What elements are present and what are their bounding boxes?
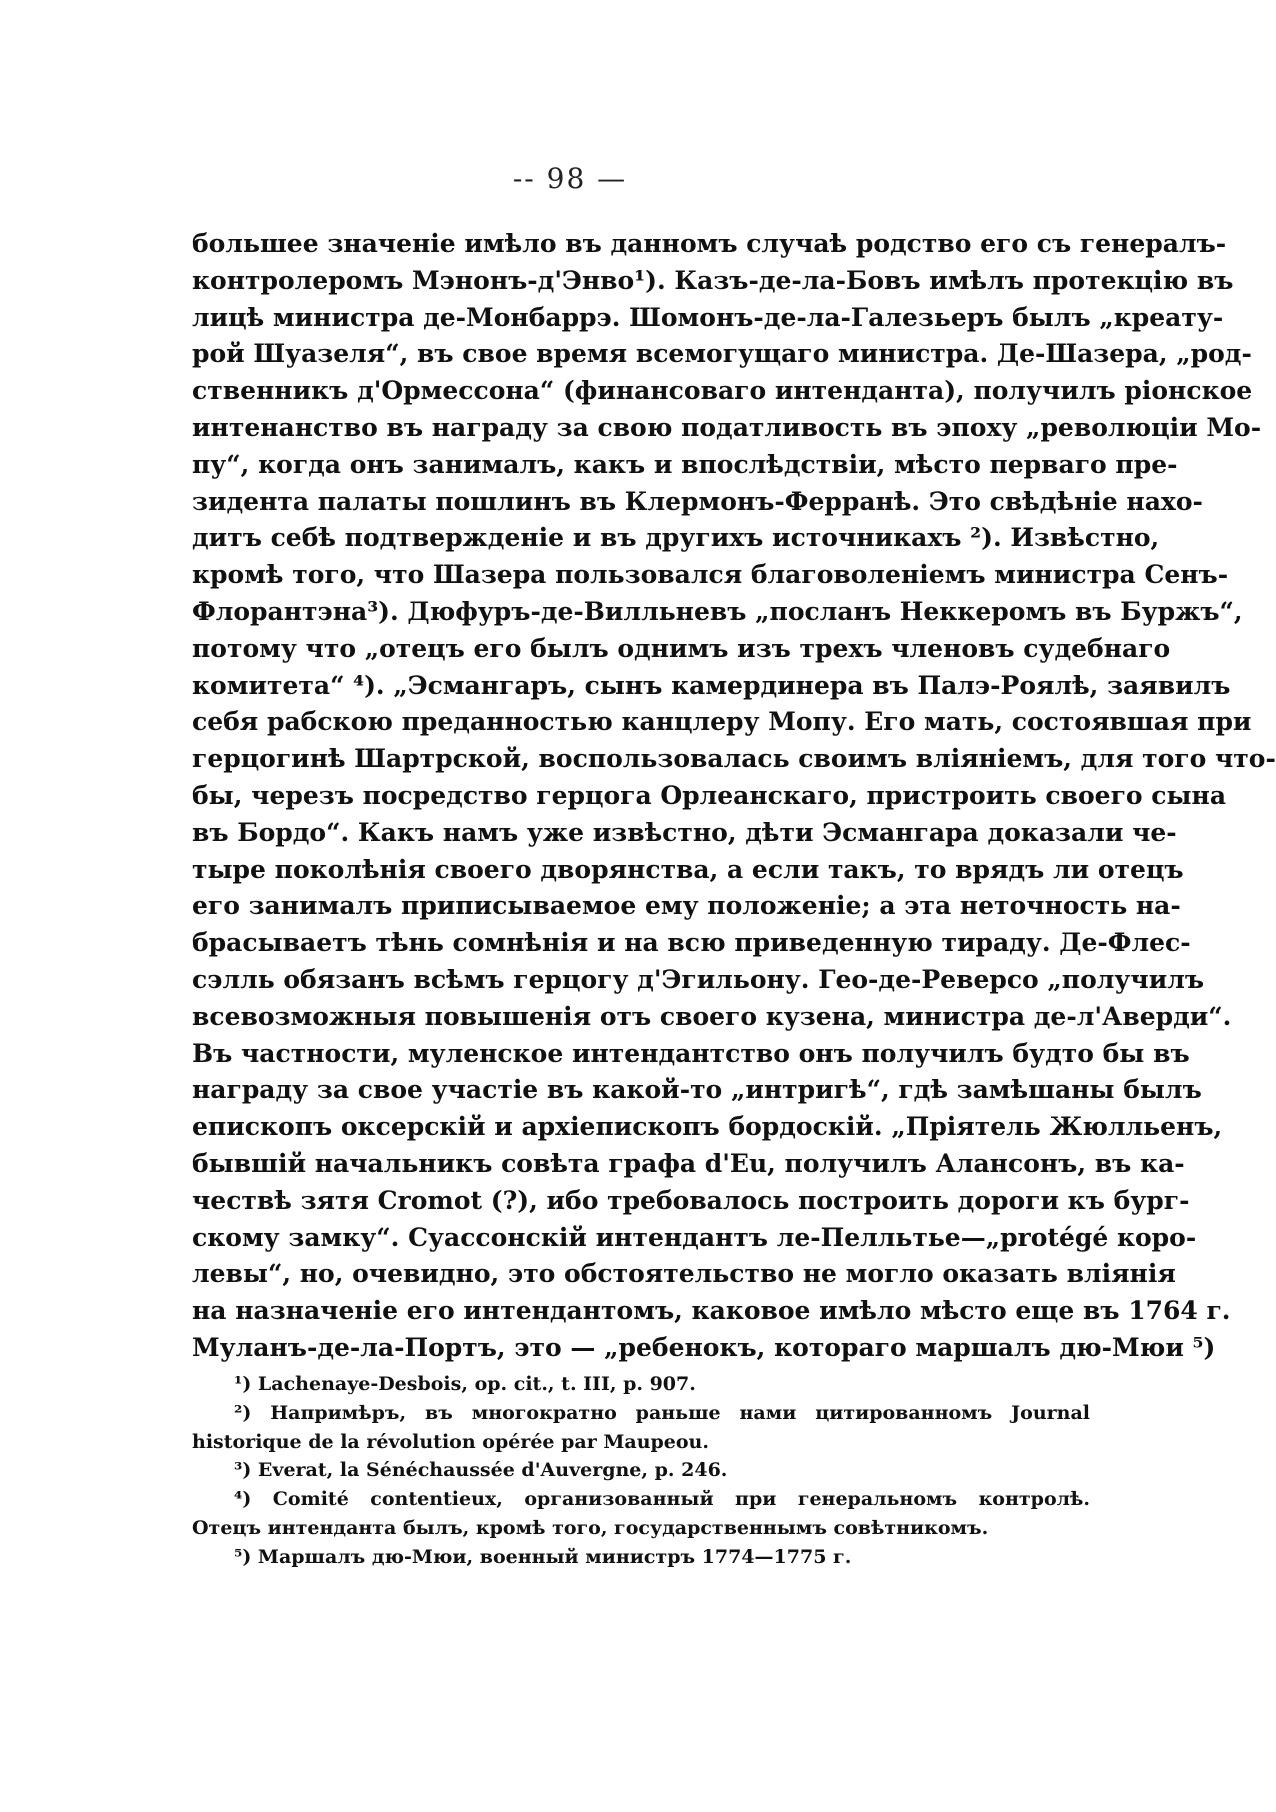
body-line: левы“, но, очевидно, это обстоятельство не могло оказать вліянія: [192, 1259, 1176, 1289]
body-line: тыре поколѣнія своего дворянства, а если такъ, то врядъ ли отецъ: [192, 854, 1184, 884]
body-line: Муланъ-де-ла-Портъ, это — „ребенокъ, котораго маршалъ дю-Мюи ⁵): [192, 1332, 1216, 1362]
footnote-line: historique de la révolution opérée par Maupeou.: [192, 1430, 709, 1453]
footnote-line: Отецъ интенданта былъ, кромѣ того, государственнымъ совѣтникомъ.: [192, 1516, 989, 1539]
page-number: -- 98 —: [512, 162, 628, 195]
footnote-line: ³) Everat, la Sénéchaussée d'Auvergne, p. 246.: [234, 1459, 728, 1482]
body-line: Флорантэна³). Дюфуръ-де-Вилльневъ „посланъ Неккеромъ въ Буржъ“,: [192, 596, 1243, 626]
body-line: бывшій начальникъ совѣта графа d'Eu, получилъ Алансонъ, въ ка-: [192, 1148, 1185, 1178]
footnote-line: ²) Напримѣръ, въ многократно раньше нами цитированномъ Journal: [234, 1401, 1090, 1424]
body-line: себя рабскою преданностью канцлеру Мопу. Его мать, состоявшая при: [192, 707, 1252, 737]
body-line: епископъ оксерскій и архіепископъ бордоскій. „Пріятель Жюлльенъ,: [192, 1112, 1223, 1142]
body-text: [192, 226, 1276, 1367]
footnote-line: ¹) Lachenaye-Desbois, op. cit., t. III, p. 907.: [234, 1373, 696, 1395]
body-line: интенанство въ награду за свою податливость въ эпоху „революціи Мо-: [192, 412, 1262, 442]
body-line: всевозможныя повышенія отъ своего кузена, министра де-л'Аверди“.: [192, 1001, 1232, 1031]
body-line: въ Бордо“. Какъ намъ уже извѣстно, дѣти Эсмангара доказали че-: [192, 817, 1177, 847]
body-line: на назначеніе его интендантомъ, каковое имѣло мѣсто еще въ 1764 г.: [192, 1296, 1231, 1326]
body-line: брасываетъ тѣнь сомнѣнія и на всю приведенную тираду. Де-Флес-: [192, 928, 1191, 958]
body-line: комитета“ ⁴). „Эсмангаръ, сынъ камердинера въ Палэ-Роялѣ, заявилъ: [192, 670, 1231, 700]
body-line: бы, черезъ посредство герцога Орлеанскаго, пристроить своего сына: [192, 780, 1227, 810]
body-line: зидента палаты пошлинъ въ Клермонъ-Ферранѣ. Это свѣдѣніе нахо-: [192, 486, 1203, 516]
body-line: скому замку“. Суассонскій интендантъ ле-Пелльтье—„protégé коро-: [192, 1222, 1197, 1252]
body-line: ственникъ д'Ормессона“ (финансоваго интенданта), получилъ ріонское: [192, 376, 1253, 406]
body-line: лицѣ министра де-Монбаррэ. Шомонъ-де-ла-Галезьеръ былъ „креату-: [192, 302, 1224, 332]
body-line: большее значеніе имѣло въ данномъ случаѣ родство его съ генералъ-: [192, 229, 1227, 258]
body-line: потому что „отецъ его былъ однимъ изъ трехъ членовъ судебнаго: [192, 633, 1171, 663]
footnote-line: ⁵) Маршалъ дю-Мюи, военный министръ 1774—1775 г.: [234, 1545, 852, 1568]
body-line: рой Шуазеля“, въ свое время всемогущаго министра. Де-Шазера, „род-: [192, 339, 1252, 369]
body-line: герцогинѣ Шартрской, воспользовалась своимъ вліяніемъ, для того что-: [192, 744, 1276, 774]
body-line: кромѣ того, что Шазера пользовался благоволеніемъ министра Сенъ-: [192, 560, 1229, 590]
body-line: чествѣ зятя Cromot (?), ибо требовалось построить дороги къ бург-: [192, 1185, 1190, 1215]
body-line: его занималъ приписываемое ему положеніе; а эта неточность на-: [192, 891, 1181, 921]
body-line: Въ частности, муленское интендантство онъ получилъ будто бы въ: [192, 1038, 1190, 1068]
body-line: награду за свое участіе въ какой-то „интригѣ“, гдѣ замѣшаны былъ: [192, 1075, 1202, 1105]
footnote-line: ⁴) Comité contentieux, организованный при генеральномъ контролѣ.: [234, 1488, 1090, 1511]
body-line: сэлль обязанъ всѣмъ герцогу д'Эгильону. Гео-де-Реверсо „получилъ: [192, 964, 1205, 994]
body-line: контролеромъ Мэнонъ-д'Энво¹). Казъ-де-ла-Бовъ имѣлъ протекцію въ: [192, 265, 1234, 295]
footnotes: [192, 1370, 1090, 1572]
body-line: дитъ себѣ подтвержденіе и въ другихъ источникахъ ²). Извѣстно,: [192, 523, 1160, 553]
body-line: пу“, когда онъ занималъ, какъ и впослѣдствіи, мѣсто перваго пре-: [192, 449, 1178, 479]
